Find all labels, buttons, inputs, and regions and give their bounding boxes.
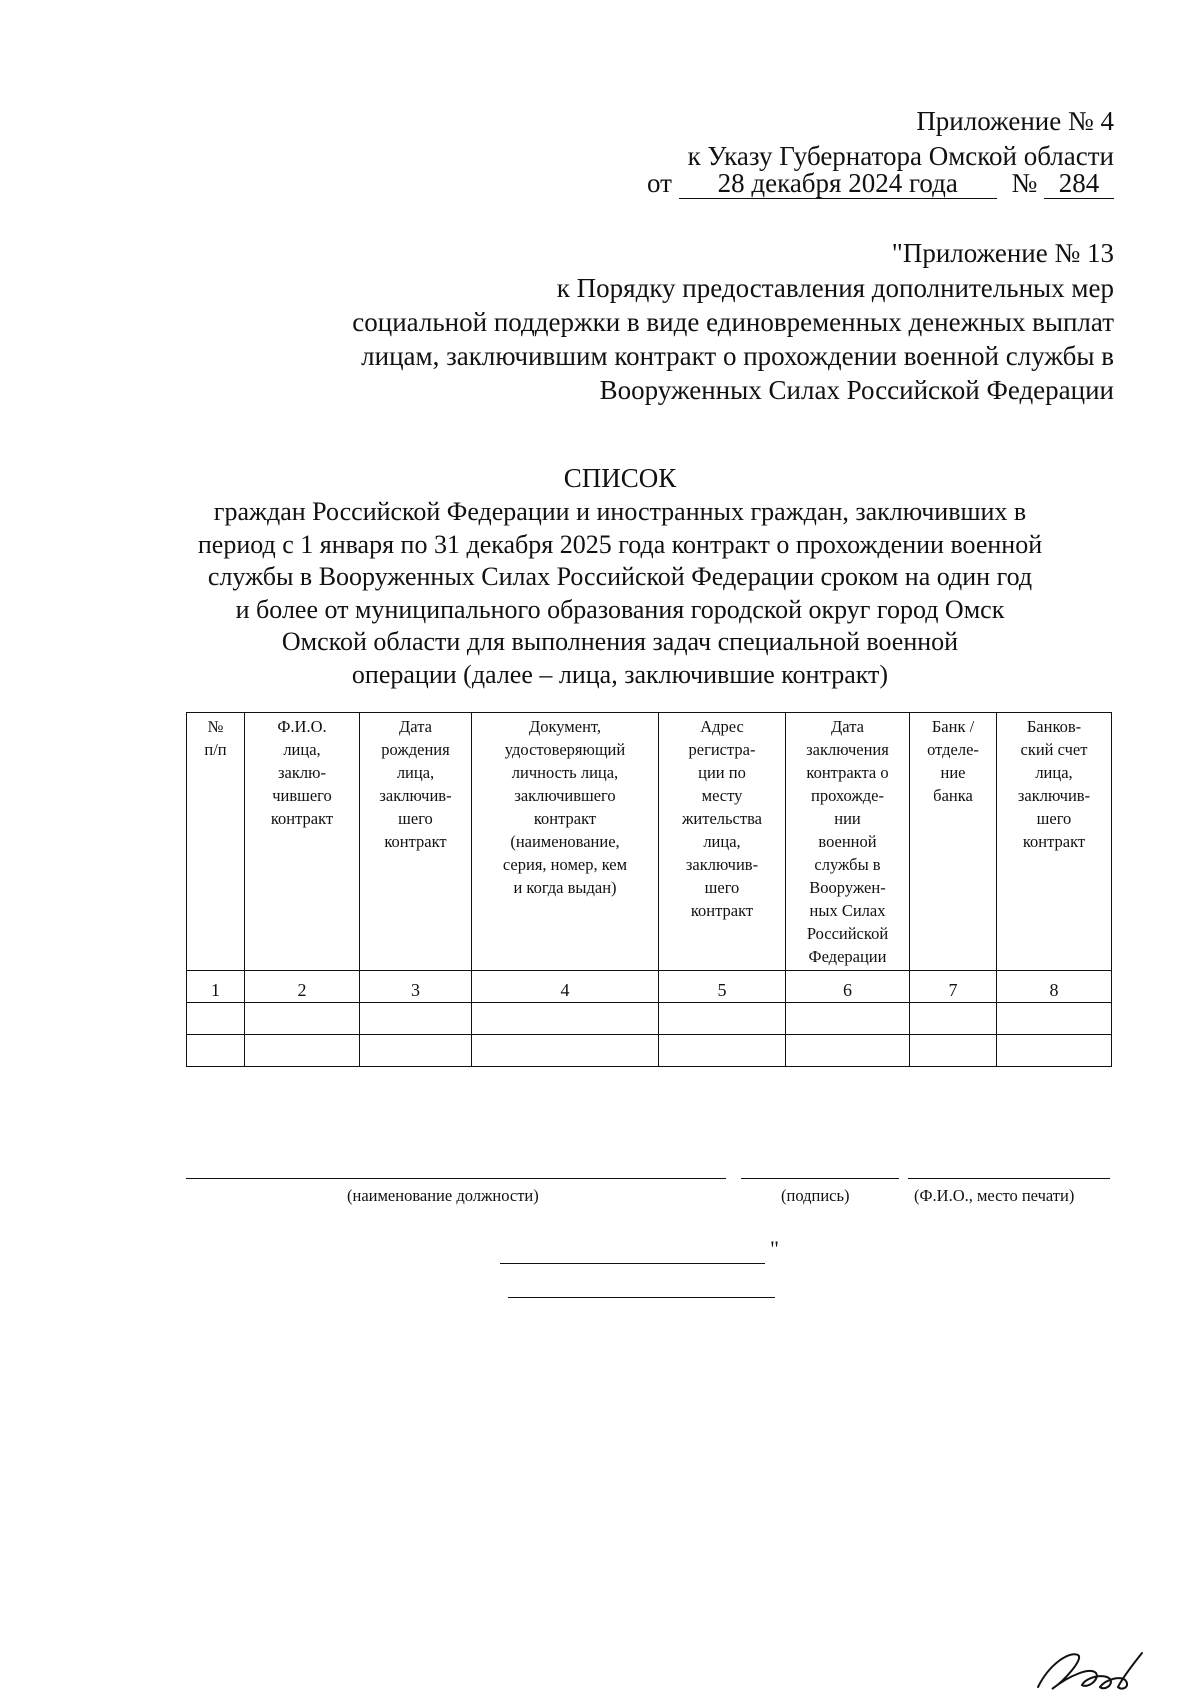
procedure-line-3: лицам, заключившим контракт о прохождении военной службы в: [361, 341, 1114, 371]
table-cell: [659, 1003, 786, 1035]
name-label: (Ф.И.О., место печати): [914, 1186, 1075, 1205]
subtitle-line: период с 1 января по 31 декабря 2025 года контракт о прохождении военной: [197, 529, 1043, 559]
column-header-birth-date: Дата рождения лица, заключив- шего контракт: [360, 713, 472, 971]
list-subtitle: [150, 496, 1090, 691]
table-cell: [360, 1035, 472, 1067]
table-cell: [659, 1035, 786, 1067]
number-prefix: №: [1011, 168, 1038, 198]
subtitle-line: операции (далее – лица, заключившие контракт): [351, 659, 889, 689]
table-cell: [245, 1035, 360, 1067]
signature-line: [741, 1178, 899, 1179]
table-cell: [997, 1035, 1112, 1067]
procedure-line-1: к Порядку предоставления дополнительных мер: [556, 273, 1114, 303]
closing-quote: ": [770, 1236, 779, 1261]
handwritten-signature: [1030, 1645, 1160, 1695]
table-cell: [187, 1003, 245, 1035]
closing-line-2: [508, 1297, 775, 1298]
citizens-table: [186, 712, 1112, 1067]
column-header-number: № п/п: [187, 713, 245, 971]
table-cell: [187, 1035, 245, 1067]
column-number: 5: [659, 971, 786, 1003]
position-label: (наименование должности): [347, 1186, 539, 1205]
table-header-row: [187, 713, 1112, 971]
table-row: [187, 1003, 1112, 1035]
column-number: 2: [245, 971, 360, 1003]
subtitle-line: граждан Российской Федерации и иностранных граждан, заключивших в: [213, 497, 1027, 526]
column-header-full-name: Ф.И.О. лица, заклю- чившего контракт: [245, 713, 360, 971]
table-cell: [472, 1035, 659, 1067]
name-line: [908, 1178, 1110, 1179]
table-row: [187, 1035, 1112, 1067]
subtitle-line: и более от муниципального образования городской округ город Омск: [235, 594, 1005, 624]
signature-label: (подпись): [781, 1186, 850, 1205]
column-number: 1: [187, 971, 245, 1003]
column-number: 8: [997, 971, 1112, 1003]
column-header-identity-document: Документ, удостоверяющий личность лица, заключившего контракт (наименование, серия, номер, кем и когда выдан): [472, 713, 659, 971]
table-cell: [786, 1035, 910, 1067]
date-prefix: от: [647, 168, 672, 198]
table-cell: [245, 1003, 360, 1035]
procedure-line-2: социальной поддержки в виде единовременных денежных выплат: [352, 307, 1114, 337]
table-cell: [472, 1003, 659, 1035]
decree-date-line: [647, 166, 1114, 200]
table-cell: [786, 1003, 910, 1035]
decree-number: 284: [1044, 168, 1114, 199]
table-cell: [910, 1035, 997, 1067]
procedure-line-4: Вооруженных Силах Российской Федерации: [599, 375, 1114, 405]
column-number: 4: [472, 971, 659, 1003]
subtitle-line: службы в Вооруженных Силах Российской Федерации сроком на один год: [207, 562, 1033, 591]
column-header-bank-account: Банков- ский счет лица, заключив- шего контракт: [997, 713, 1112, 971]
table-cell: [910, 1003, 997, 1035]
table-cell: [997, 1003, 1112, 1035]
decree-line: к Указу Губернатора Омской области: [687, 141, 1114, 171]
position-line: [186, 1178, 726, 1179]
column-number: 6: [786, 971, 910, 1003]
appendix-label: Приложение № 4: [916, 106, 1114, 136]
table-cell: [360, 1003, 472, 1035]
column-number: 3: [360, 971, 472, 1003]
column-number-row: [187, 971, 1112, 1003]
procedure-appendix-label: "Приложение № 13: [891, 238, 1114, 268]
subtitle-line: Омской области для выполнения задач специальной военной: [281, 627, 959, 656]
closing-line-1: [500, 1263, 765, 1264]
list-title: СПИСОК: [563, 463, 677, 493]
column-header-address: Адрес регистра- ции по месту жительства лица, заключив- шего контракт: [659, 713, 786, 971]
column-number: 7: [910, 971, 997, 1003]
column-header-bank: Банк / отделе- ние банка: [910, 713, 997, 971]
column-header-contract-date: Дата заключения контракта о прохожде- нии военной службы в Вооружен- ных Силах Российской Федерации: [786, 713, 910, 971]
decree-date: 28 декабря 2024 года: [679, 168, 997, 199]
